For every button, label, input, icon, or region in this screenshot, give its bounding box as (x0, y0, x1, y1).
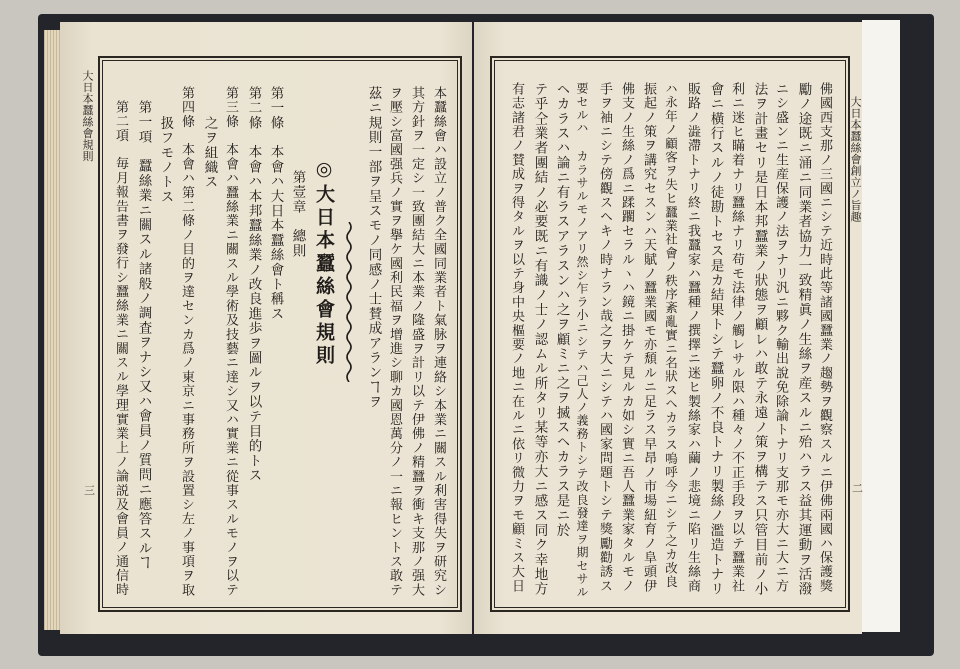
text-column: 利ニ迷ヒ瞞着ナリ蠶絲ナリ苟モ法律ノ觸レサル限ハ種々ノ不正手段ヲ以テ蠶業社 (729, 82, 744, 594)
text-column: 其方針ヲ一定シ一致團結大ニ本業ノ隆盛ヲ計リ以テ伊佛ノ精蠶ヲ衝キ支那ノ强大 (409, 86, 424, 598)
article-line: 第二項 毎月報告書ヲ發行シ蠶絲業ニ關スル學理實業上ノ論説及會員ノ通信時 (113, 100, 128, 597)
document-title: ◎大日本蠶絲會規則 (313, 158, 335, 368)
article-line: 第三條 本會ハ蠶絲業ニ關スル學術及技藝ニ達シ又ハ實業ニ從事スルモノヲ以テ (223, 86, 238, 598)
text-column: 振起ノ策ヲ講究セスンハ天賦ノ蠶業國モ亦頹ルニ足ラス早昂ノ市場紐育ノ阜頭伊 (641, 82, 656, 594)
article-line: 之ヲ組織ス (201, 116, 218, 190)
wavy-rule (344, 222, 354, 382)
text-column: 本蠶絲會ハ設立ノ普ク全國同業者ト氣脉ヲ連絡シ本業ニ關スル利害得失ヲ研究シ (431, 86, 446, 598)
text-column: 法ヲ計畫セリ是日本邦蠶業ノ狀態ヲ顧レハ敢テ永遠ノ策ヲ構テス只管目前ノ小 (751, 82, 768, 597)
text-column: ヘカラスハ論ニ有ラスアラスンハ之ヲ顧ミニ之ヲ搣スヘカラス是ニ於 (553, 82, 570, 538)
article-line: 第一條 本會ハ大日本蠶絲會ト稱ス (267, 86, 284, 322)
text-column: 佛國西支那ノ三國ニシテ近時此等諸國蠶業ノ趨勢ヲ觀察スルニ伊佛兩國ハ保護獎 (817, 82, 832, 594)
text-column: テ乎仝業者團結ノ必要既ニ有識ノ士ノ認ムル所タリ某等亦大ニ感ス同ク幸地方 (531, 82, 548, 597)
left-page-number: 三 (84, 484, 95, 497)
text-column: 勵ノ途既ニ涌ニ同業者協力一致精眞ノ生絲ヲ産スルニ殆ハラス益其運動ヲ活潑 (795, 82, 812, 597)
text-column: ヲ壓シ富國强兵ノ實ヲ擧ケ國利民福ヲ增進シ聊カ國恩萬分ノ一ニ報ヒントス敢テ (387, 86, 402, 598)
white-sheet (862, 20, 900, 632)
text-column: 販路ノ澁滯トナリ終ニ我蠶家ハ蠶種ノ撰擇ニ迷ヒ製絲家ハ繭ノ悲境ニ陷リ生絲商 (685, 82, 700, 594)
right-page-number: 二 (852, 482, 863, 495)
text-column: 要セルハ カラサルモノアリ然シ乍ラ小ニシテハ己人ノ義務トシテ改良發達ヲ期セサル (575, 82, 589, 599)
chapter-heading: 第壹章 總則 (289, 170, 306, 259)
text-column: 有志諸君ノ賛成ヲ得タルヲ以テ身中央樞要ノ地ニ在ルニ依リ微力ヲモ顧ミス大日 (509, 82, 524, 594)
article-line: 第二條 本會ハ本邦蠶絲業ノ改良進歩ヲ圖ルヲ以テ目的トス (245, 86, 262, 483)
article-line: 第一項 蠶絲業ニ關スル諸般ノ調査ヲナシ又ハ會員ノ質問ニ應答スルヿ (135, 100, 152, 571)
text-column: ハ永年ノ顧客ヲ失ヒ蠶業社會ノ秩序紊亂實ニ名狀スヘカラス嗚呼今ニシテ之カ改良 (663, 82, 679, 589)
text-column: 會ニ橫行スルノ徒勘トセス是カ結果トシテ蠶卵ノ不良トナリ製絲ノ濫造トナリ (707, 82, 724, 597)
text-column: ニシ盛ンニ生産保護ノ法ヲナリ汎ニ夥ク輸出說免除論トナリ支那モ亦大ニ大ニ方 (773, 82, 788, 594)
text-column: 佛支ノ生絲ノ爲ニ蹂躙セラルヽハ鏡ニ掛ケテ見ルカ如シ實ニ吾人蠶業家タルモノ (619, 82, 634, 594)
article-line: 扱フモノトス (157, 116, 174, 205)
text-column: 手ヲ袖ニシテ傍觀スヘキノ時ナラン哉之ヲ大ニシテハ國家問題トシテ獎勵勸誘ス (597, 82, 612, 594)
left-running-head: 大日本蠶絲會規則 (81, 70, 94, 162)
article-line: 第四條 本會ハ第二條ノ目的ヲ達センカ爲ノ東京ニ事務所ヲ設置シ左ノ事項ヲ取 (179, 86, 194, 598)
right-running-head: 大日本蠶絲會創立ノ旨趣 (849, 96, 862, 223)
text-column: 茲ニ規則一部ヲ呈スモノ同感ノ士賛成アランヿヲ (365, 86, 382, 410)
